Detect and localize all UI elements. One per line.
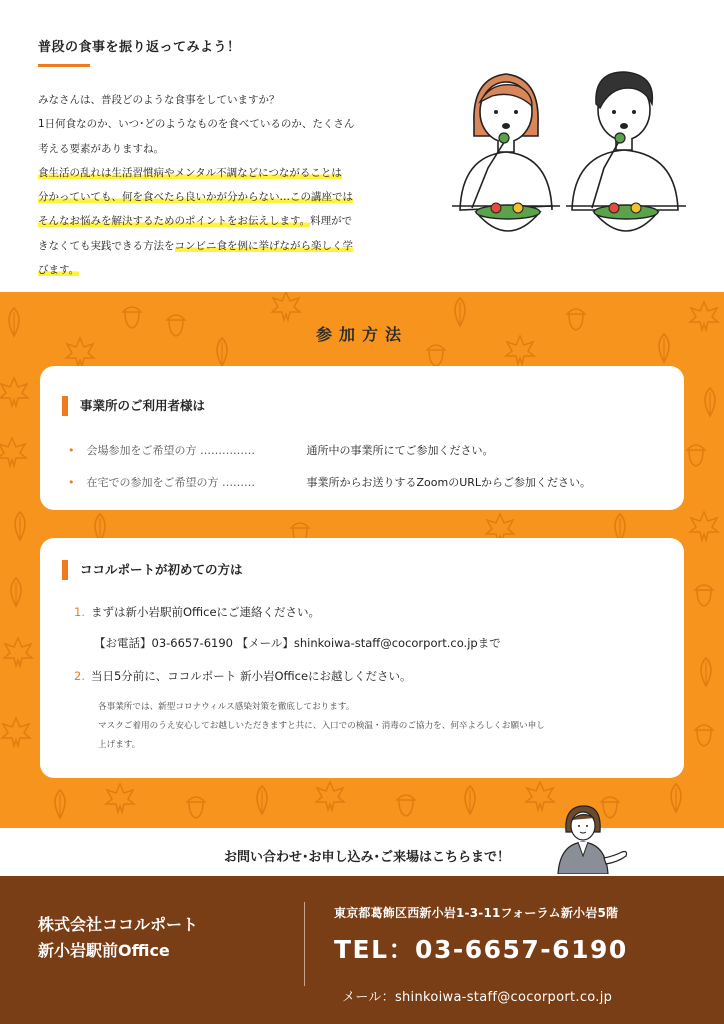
footer bbox=[0, 876, 724, 1024]
intro-section bbox=[0, 0, 724, 292]
inquiry-text: お問い合わせ･お申し込み･ご来場はこちらまで！ bbox=[223, 850, 510, 865]
contact-info: 【お電話】03-6657-6190 【メール】shinkoiwa-staff@cocorport.co.jpまで bbox=[94, 636, 501, 650]
company-name: 株式会社ココルポート 新小岩駅前Office bbox=[38, 915, 199, 960]
address: 東京都葛飾区西新小岩1-3-11フォーラム新小岩5階 bbox=[334, 906, 619, 920]
participation-section bbox=[0, 292, 724, 828]
intro-line-highlight: びます。 bbox=[38, 264, 80, 277]
intro-line: 考える要素がありますね。 bbox=[38, 142, 164, 155]
new-visitors-heading: ココルポートが初めての方は bbox=[62, 560, 243, 580]
existing-users-card bbox=[40, 366, 684, 510]
intro-line: みなさんは、普段どのような食事をしていますか？ bbox=[38, 94, 280, 106]
home-option-item: • 在宅での参加をご希望の方 ……… 事業所からお送りするZoomのURLからご参加ください。 bbox=[68, 476, 592, 489]
infection-control-note: 各事業所では、新型コロナウィルス感染対策を徹底しております。 マスクご着用のうえ安心してお越しいただきますと共に、入口での検温・消毒のご協力を、何卒よろしくお願い申し 上げます。 bbox=[98, 702, 545, 750]
intro-text bbox=[38, 88, 418, 282]
man-eating-illustration bbox=[566, 60, 686, 260]
telephone[interactable]: TEL：03-6657-6190 bbox=[334, 935, 628, 964]
participation-title: 参加方法 bbox=[315, 325, 408, 344]
step-2: 2. 当日5分前に、ココルポート 新小岩Officeにお越しください。 bbox=[74, 669, 412, 683]
email[interactable]: メール：shinkoiwa-staff@cocorport.co.jp bbox=[342, 990, 613, 1005]
footer-divider bbox=[304, 902, 305, 986]
heading-underline bbox=[38, 64, 90, 67]
intro-line-mixed: そんなお悩みを解決するためのポイントをお伝えします。料理がで bbox=[38, 215, 353, 228]
new-visitors-card bbox=[40, 538, 684, 778]
woman-eating-illustration bbox=[452, 60, 560, 260]
bullet-dot: • bbox=[68, 476, 75, 489]
intro-line-mixed: きなくても実践できる方法をコンビニ食を例に挙げながら楽しく学 bbox=[38, 239, 353, 252]
intro-line-highlight: 分かっていても、何を食べたら良いかが分からない…この講座では bbox=[38, 191, 353, 204]
bullet-dot: • bbox=[68, 444, 75, 457]
intro-line: 1日何食なのか、いつ･どのようなものを食べているのか、たくさん bbox=[38, 118, 355, 131]
intro-heading: 普段の食事を振り返ってみよう！ bbox=[38, 40, 241, 55]
existing-users-heading: 事業所のご利用者様は bbox=[62, 396, 205, 416]
guide-woman-illustration bbox=[556, 802, 632, 874]
venue-option-item: • 会場参加をご希望の方 …………… 通所中の事業所にてご参加ください。 bbox=[68, 444, 494, 457]
step-1: 1. まずは新小岩駅前Officeにご連絡ください。 bbox=[74, 605, 321, 619]
intro-line-highlight: 食生活の乱れは生活習慣病やメンタル不調などにつながることは bbox=[38, 166, 342, 179]
